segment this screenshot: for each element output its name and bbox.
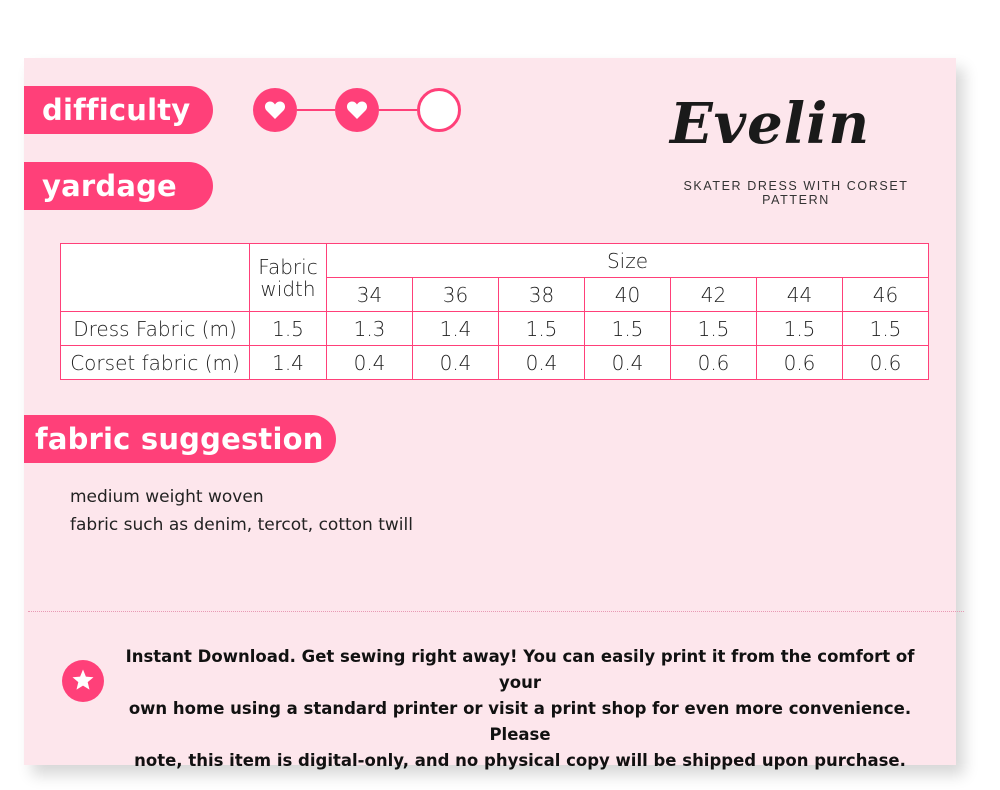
yardage-value: 1.3 <box>327 312 413 346</box>
fabric-suggestion-text <box>70 483 413 539</box>
divider <box>28 611 964 612</box>
size-cell: 38 <box>499 278 585 312</box>
brand-name: Evelin <box>669 91 871 157</box>
row-label: Dress Fabric (m) <box>61 312 250 346</box>
yardage-value: 0.6 <box>757 346 843 380</box>
size-cell: 40 <box>585 278 671 312</box>
star-icon <box>62 660 104 702</box>
yardage-value: 0.4 <box>585 346 671 380</box>
fabric-suggestion-heading: fabric suggestion <box>24 415 336 463</box>
yardage-value: 1.5 <box>499 312 585 346</box>
table-row <box>61 346 929 380</box>
empty-rating-circle <box>417 88 461 132</box>
row-label: Corset fabric (m) <box>61 346 250 380</box>
fabric-width-value: 1.5 <box>250 312 327 346</box>
rating-connector <box>297 109 335 111</box>
size-cell: 42 <box>671 278 757 312</box>
yardage-value: 1.5 <box>757 312 843 346</box>
yardage-table <box>60 243 929 380</box>
yardage-heading: yardage <box>24 162 213 210</box>
size-header: Size <box>327 244 929 278</box>
yardage-value: 0.4 <box>327 346 413 380</box>
yardage-value: 0.6 <box>671 346 757 380</box>
pattern-info-card <box>24 58 956 770</box>
table-corner-cell <box>61 244 250 312</box>
fabric-width-header: Fabric width <box>250 244 327 312</box>
notice-line: own home using a standard printer or visit a print shop for even more convenience. Please <box>128 699 912 744</box>
size-cell: 34 <box>327 278 413 312</box>
fabric-suggestion-line: fabric such as denim, tercot, cotton twill <box>70 515 413 535</box>
yardage-value: 1.5 <box>585 312 671 346</box>
fabric-suggestion-line: medium weight woven <box>70 487 264 507</box>
yardage-value: 0.6 <box>843 346 929 380</box>
fabric-width-value: 1.4 <box>250 346 327 380</box>
difficulty-rating <box>253 86 463 134</box>
yardage-value: 0.4 <box>413 346 499 380</box>
notice-line: Instant Download. Get sewing right away! You can easily print it from the comfort of your <box>125 647 915 692</box>
heart-icon <box>335 88 379 132</box>
yardage-value: 1.5 <box>843 312 929 346</box>
notice-line: note, this item is digital-only, and no physical copy will be shipped upon purchase. <box>134 751 906 770</box>
heart-icon <box>253 88 297 132</box>
yardage-value: 1.5 <box>671 312 757 346</box>
yardage-value: 1.4 <box>413 312 499 346</box>
size-cell: 44 <box>757 278 843 312</box>
download-notice <box>120 644 920 774</box>
size-cell: 36 <box>413 278 499 312</box>
table-row <box>61 312 929 346</box>
rating-connector <box>379 109 417 111</box>
brand-subtitle: SKATER DRESS WITH CORSET PATTERN <box>683 179 909 207</box>
difficulty-heading: difficulty <box>24 86 213 134</box>
size-cell: 46 <box>843 278 929 312</box>
brand-logo <box>584 92 956 156</box>
yardage-value: 0.4 <box>499 346 585 380</box>
